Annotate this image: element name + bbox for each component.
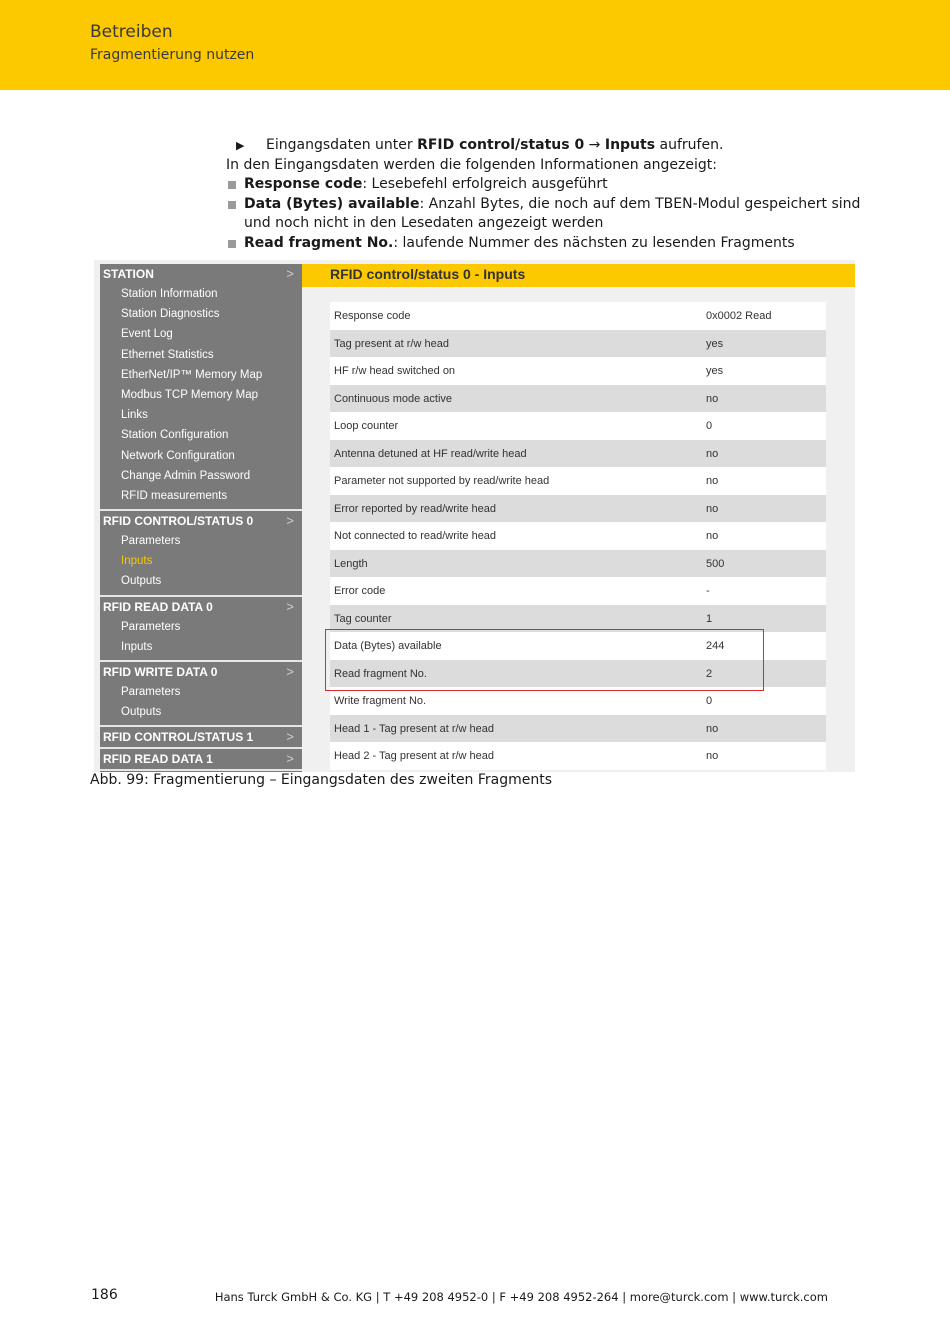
sidebar-section <box>100 597 302 662</box>
section-label: STATION <box>103 267 154 281</box>
chevron-right-icon: > <box>286 266 294 281</box>
row-label: Error code <box>334 585 386 597</box>
row-value: no <box>706 530 719 542</box>
step-triangle-icon: ▶ <box>236 139 245 152</box>
row-value: no <box>706 392 719 405</box>
content-panel <box>302 260 855 772</box>
bullet-text: Anzahl Bytes, die noch auf dem TBEN-Modul gespeichert sind und noch nicht in den Lesedaten angezeigt werden <box>244 195 861 231</box>
sidebar-item[interactable]: Parameters <box>121 535 181 548</box>
sidebar-item[interactable]: Parameters <box>121 620 181 633</box>
row-value: no <box>706 750 719 762</box>
highlight-box <box>325 629 764 691</box>
table-row <box>330 302 826 330</box>
footer-company-info: Hans Turck GmbH & Co. KG | T +49 208 4952-0 | F +49 208 4952-264 | more@turck.com | www.turck.com <box>214 1290 828 1304</box>
row-label: Parameter not supported by read/write head <box>334 475 550 487</box>
table-row <box>330 522 826 550</box>
row-value: no <box>706 475 719 487</box>
panel-title: RFID control/status 0 - Inputs <box>330 266 526 282</box>
sidebar-item[interactable]: Inputs <box>121 640 153 653</box>
sidebar-item[interactable]: Event Log <box>121 328 173 341</box>
intro-text <box>226 136 866 253</box>
table-row <box>330 412 826 440</box>
section-label: RFID READ DATA 0 <box>103 599 213 614</box>
sidebar-item[interactable]: Outputs <box>121 575 162 588</box>
sidebar-section <box>100 264 302 511</box>
row-value: no <box>706 447 719 460</box>
sidebar-item[interactable]: Station Configuration <box>121 429 229 442</box>
sidebar-section-title[interactable] <box>100 749 302 769</box>
row-label: Write fragment No. <box>334 695 427 707</box>
row-label: Length <box>334 557 368 570</box>
sidebar-section-title[interactable] <box>100 727 302 747</box>
row-value: yes <box>706 337 724 350</box>
chevron-right-icon: > <box>286 751 294 767</box>
section-spacer <box>100 657 302 660</box>
table-row <box>330 385 826 413</box>
sidebar-section <box>100 727 302 749</box>
chapter-title: Betreiben <box>90 22 173 42</box>
arrow-right-icon: → <box>588 137 601 153</box>
sidebar-item[interactable]: Station Information <box>121 288 218 300</box>
row-value: 2 <box>706 667 713 680</box>
sidebar-section-title[interactable] <box>100 662 302 682</box>
section-label: RFID CONTROL/STATUS 0 <box>103 514 254 529</box>
figure-caption: Abb. 99: Fragmentierung – Eingangsdaten des zweiten Fragments <box>90 772 553 788</box>
row-label: Response code <box>334 310 411 322</box>
row-value: no <box>706 722 719 735</box>
table-row <box>330 467 826 495</box>
instruction-step <box>226 136 866 156</box>
sidebar-item[interactable]: Station Diagnostics <box>121 308 220 321</box>
intro-lead: In den Eingangsdaten werden die folgenden Informationen angezeigt: <box>226 156 717 173</box>
square-bullet-icon <box>228 201 236 209</box>
row-label: Continuous mode active <box>334 392 453 405</box>
row-label: Head 1 - Tag present at r/w head <box>334 722 495 735</box>
sidebar-section <box>100 749 302 771</box>
section-subtitle: Fragmentierung nutzen <box>90 47 255 63</box>
bullet-item <box>226 234 866 254</box>
sidebar-section <box>100 511 302 597</box>
inputs-table <box>330 302 826 770</box>
chevron-right-icon: > <box>286 729 294 745</box>
section-label: RFID WRITE DATA 0 <box>103 665 218 679</box>
bullet-term: Response code <box>244 176 363 192</box>
table-row <box>330 330 826 358</box>
bullet-separator: : <box>419 195 429 212</box>
page-header <box>0 0 950 90</box>
bullet-item <box>226 175 866 195</box>
sidebar-item[interactable]: RFID measurements <box>121 489 228 502</box>
row-label: Tag counter <box>334 612 392 625</box>
section-spacer <box>100 592 302 595</box>
row-label: Loop counter <box>334 420 399 432</box>
table-row <box>330 550 826 578</box>
sidebar-section <box>100 662 302 727</box>
step-path-2: Inputs <box>604 137 656 153</box>
table-row <box>330 440 826 468</box>
row-label: Antenna detuned at HF read/write head <box>334 447 527 460</box>
step-suffix: aufrufen. <box>655 137 724 153</box>
section-spacer <box>100 722 302 725</box>
sidebar-item[interactable]: Network Configuration <box>121 449 235 462</box>
sidebar-item[interactable]: EtherNet/IP™ Memory Map <box>121 368 263 381</box>
row-value: - <box>706 585 710 597</box>
chevron-right-icon: > <box>286 598 294 614</box>
sidebar-item[interactable]: Change Admin Password <box>121 469 251 482</box>
table-row <box>330 687 826 715</box>
row-label: HF r/w head switched on <box>334 365 456 377</box>
web-ui-screenshot <box>94 260 855 772</box>
table-row <box>330 742 826 770</box>
section-label: RFID CONTROL/STATUS 1 <box>103 730 254 745</box>
sidebar-section-title[interactable] <box>100 264 302 284</box>
row-label: Error reported by read/write head <box>334 502 497 515</box>
row-value: 0 <box>706 695 713 707</box>
table-row <box>330 715 826 743</box>
bullet-term: Read fragment No. <box>244 234 394 251</box>
sidebar-item[interactable]: Modbus TCP Memory Map <box>121 388 258 401</box>
page-number: 186 <box>91 1287 118 1303</box>
bullet-list <box>226 175 866 253</box>
section-spacer <box>100 506 302 509</box>
sidebar-item[interactable]: Links <box>121 409 148 422</box>
bullet-text: Lesebefehl erfolgreich ausgeführt <box>371 176 608 192</box>
table-row <box>330 495 826 523</box>
bullet-separator: : <box>393 234 403 251</box>
sidebar-section-title[interactable] <box>100 511 302 531</box>
row-label: Data (Bytes) available <box>334 640 442 652</box>
row-value: 500 <box>706 557 725 570</box>
row-value: 0x0002 Read <box>706 310 772 322</box>
row-value: 244 <box>706 640 725 652</box>
sidebar-nav <box>100 264 302 772</box>
bullet-text: laufende Nummer des nächsten zu lesenden Fragments <box>402 234 795 251</box>
bullet-term: Data (Bytes) available <box>244 195 420 212</box>
sidebar-item[interactable]: Outputs <box>121 706 162 719</box>
panel-header <box>302 264 855 287</box>
row-value: 1 <box>706 612 713 625</box>
table-row <box>330 577 826 605</box>
chevron-right-icon: > <box>286 664 294 679</box>
row-label: Head 2 - Tag present at r/w head <box>334 750 495 762</box>
table-row <box>330 357 826 385</box>
sidebar-item[interactable]: Parameters <box>121 686 181 698</box>
row-label: Read fragment No. <box>334 667 427 680</box>
square-bullet-icon <box>228 181 236 189</box>
table-row <box>330 605 826 633</box>
sidebar-item[interactable]: Ethernet Statistics <box>121 348 214 361</box>
row-value: yes <box>706 365 724 377</box>
bullet-separator: : <box>362 176 372 192</box>
row-label: Tag present at r/w head <box>334 337 449 350</box>
row-label: Not connected to read/write head <box>334 530 497 542</box>
sidebar-section-title[interactable] <box>100 597 302 617</box>
row-value: 0 <box>706 420 713 432</box>
step-path-1: RFID control/status 0 <box>417 137 585 153</box>
sidebar-item[interactable]: Inputs <box>121 555 153 568</box>
bullet-item <box>226 195 866 234</box>
section-label: RFID READ DATA 1 <box>103 752 213 767</box>
row-value: no <box>706 502 719 515</box>
chevron-right-icon: > <box>286 513 294 529</box>
step-prefix: Eingangsdaten unter <box>266 137 418 153</box>
square-bullet-icon <box>228 240 236 248</box>
